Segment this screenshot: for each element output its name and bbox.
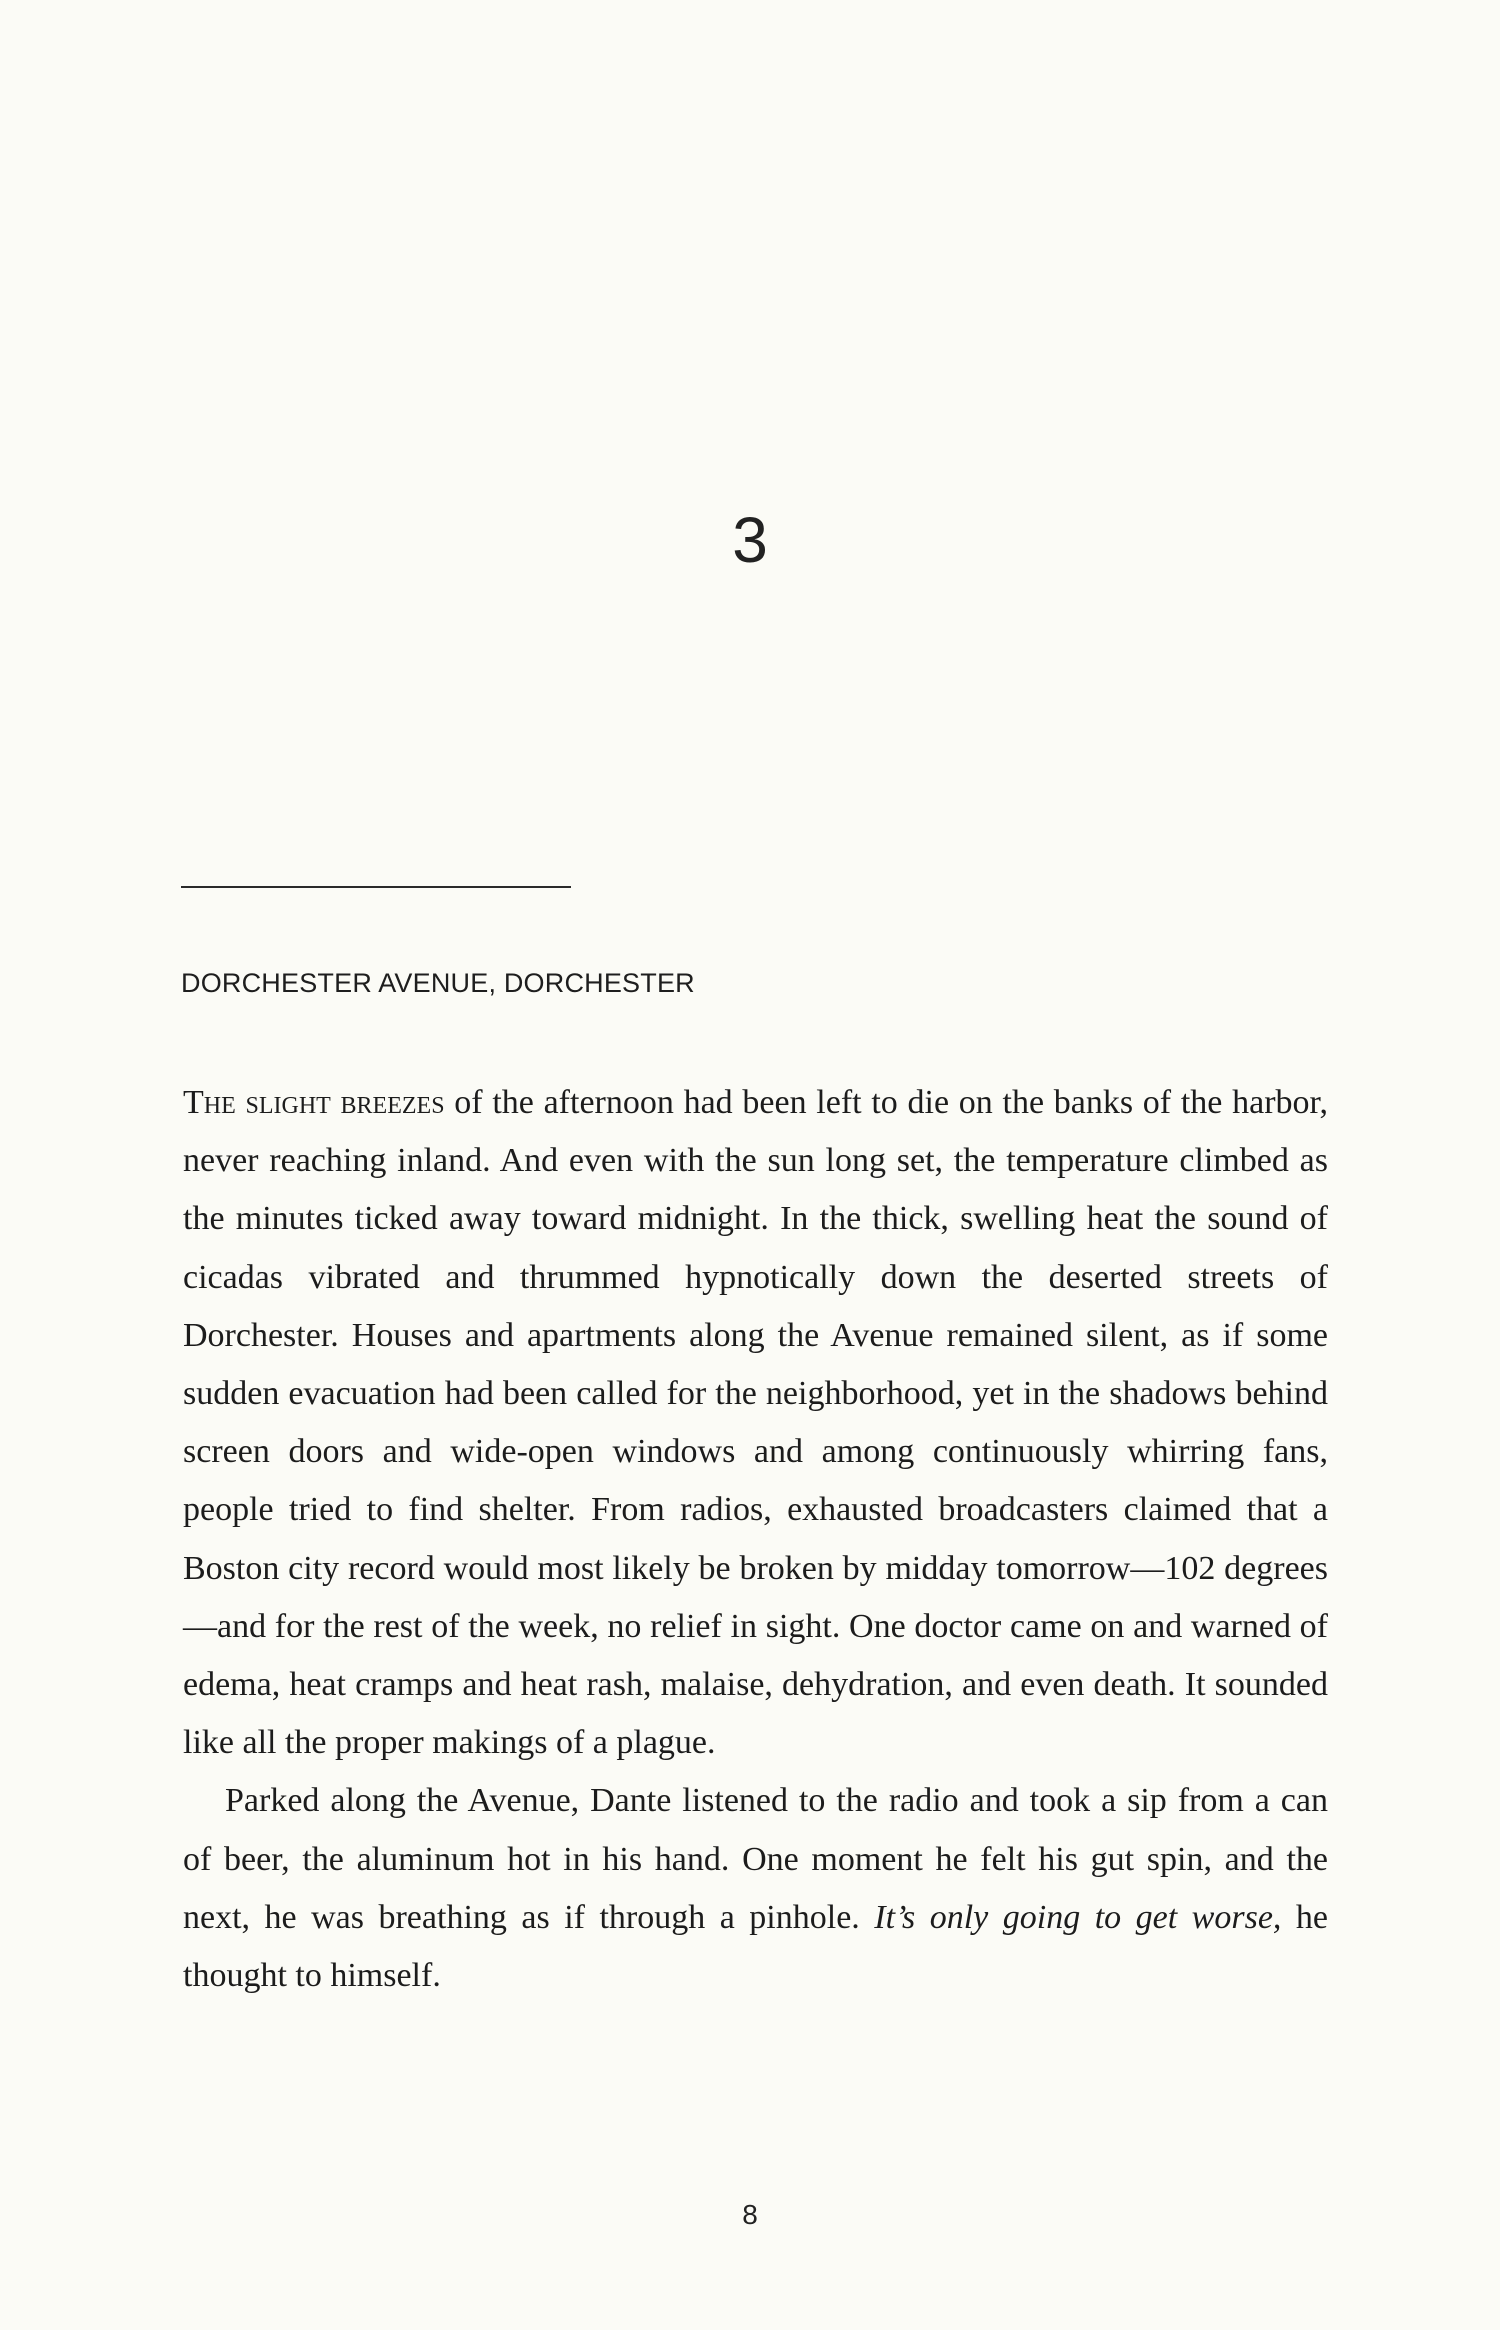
paragraph-1-text: of the afternoon had been left to die on the banks of the harbor, never reaching inland. And even with the sun long set, the temperature climbed as the minutes ticked away toward midnight. In the thick, swelling heat the sound of cicadas vibrated and thrummed hypnotically down the deserted streets of Dorchester. Houses and apartments along the Avenue remained silent, as if some sudden evacuation had been called for the neighborhood, yet in the shadows behind screen doors and wide-open windows and among continuously whirring fans, people tried to find shelter. From radios, exhausted broadcasters claimed that a Boston city record would most likely be broken by midday tomorrow—102 degrees—and for the rest of the week, no relief in sight. One doctor came on and warned of edema, heat cramps and heat rash, malaise, dehydration, and even death. It sounded like all the proper makings of a plague. (183, 1084, 1328, 1762)
paragraph-2 (183, 1772, 1328, 2005)
paragraph-2-text-after: he thought to himself. (183, 1898, 1329, 1995)
chapter-number: 3 (732, 504, 768, 576)
paragraph-1 (183, 1074, 1328, 1772)
page-number: 8 (742, 2199, 758, 2230)
paragraph-2-italic-thought: It’s only going to get worse, (874, 1898, 1282, 1936)
paragraph-2-text-before: Parked along the Avenue, Dante listened to the radio and took a sip from a can of beer, the aluminum hot in his hand. One moment he felt his gut spin, and the next, he was breathing as if through a pinhole. (183, 1782, 1328, 1936)
location-heading: DORCHESTER AVENUE, DORCHESTER (181, 968, 695, 998)
body-text (183, 1074, 1328, 2005)
lead-in-smallcaps: The slight breezes (183, 1084, 445, 1121)
chapter-divider-rule (181, 886, 571, 888)
